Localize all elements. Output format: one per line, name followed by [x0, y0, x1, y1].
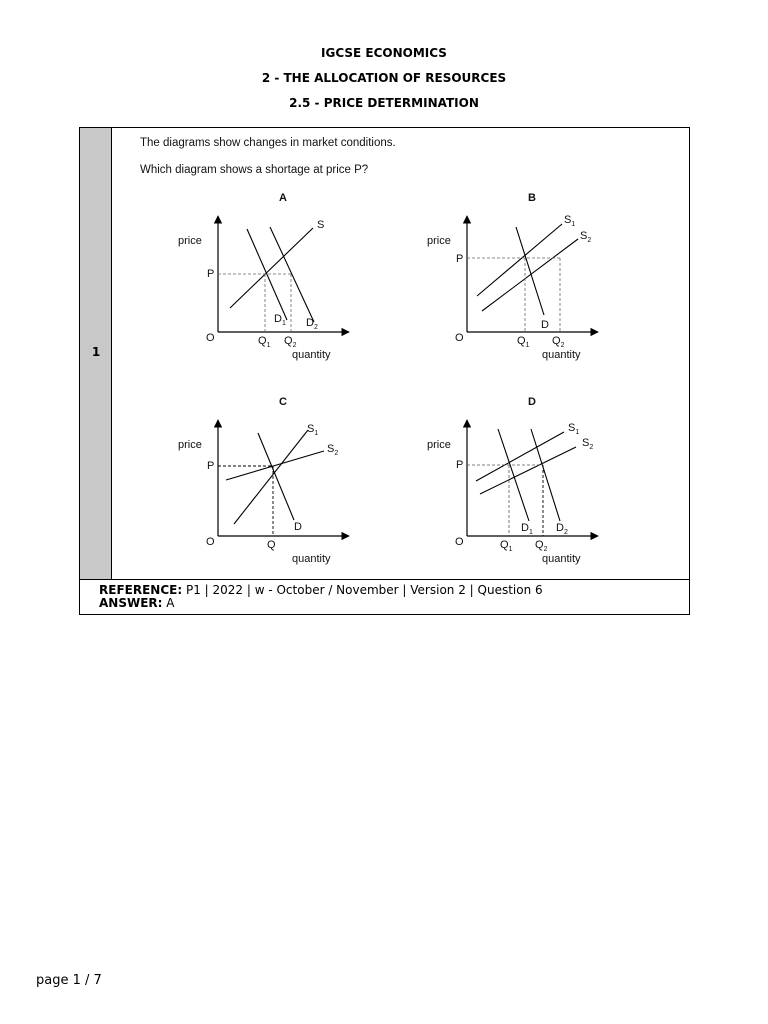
diagram-a-title: A: [279, 192, 287, 204]
diagram-b-title: B: [528, 192, 536, 204]
answer-line: [99, 597, 689, 610]
diagrams-figure: [112, 128, 689, 579]
diagram-b-p-label: P: [456, 253, 464, 265]
question-prompt: Which diagram shows a shortage at price P?: [140, 164, 369, 176]
diagram-b-q1-label: $Q_1$: [517, 335, 530, 349]
diagram-b-demand-label: D: [541, 319, 549, 331]
reference-label: REFERENCE:: [99, 583, 183, 597]
reference-row: [80, 579, 689, 615]
subject-heading: IGCSE ECONOMICS: [321, 46, 447, 60]
diagram-a-supply-curve: [230, 228, 313, 308]
diagram-a-q2-label: $Q_2$: [284, 335, 297, 349]
diagram-b-demand-curve: [516, 227, 544, 315]
diagram-c-supply-2-label: $S_2$: [327, 443, 339, 457]
diagram-a-supply-label: S: [317, 219, 325, 231]
unit-heading: 2 - THE ALLOCATION OF RESOURCES: [261, 71, 507, 85]
answer-label: ANSWER:: [99, 596, 163, 610]
page-number: page 1 / 7: [36, 973, 102, 988]
diagram-d-demand-1-label: $D_1$: [521, 522, 533, 536]
reference-line: [99, 584, 689, 597]
diagram-d-demand-1-curve: [498, 429, 529, 521]
diagram-d-title: D: [528, 396, 536, 408]
diagram-d-supply-2-label: $S_2$: [582, 437, 594, 451]
diagram-b-q2-label: $Q_2$: [552, 335, 565, 349]
diagram-c-supply-1-label: $S_1$: [307, 423, 319, 437]
diagram-d-demand-2-label: $D_2$: [556, 522, 568, 536]
diagram-a-demand-1-curve: [247, 229, 287, 320]
diagram-d-origin: O: [455, 536, 464, 548]
diagram-a-demand-2-curve: [270, 227, 314, 322]
diagram-c-p-label: P: [207, 460, 215, 472]
diagram-b-supply-2-curve: [482, 239, 578, 311]
diagram-d-supply-1-curve: [476, 432, 564, 481]
diagram-b: [427, 192, 598, 361]
question-number-cell: [80, 128, 112, 579]
diagram-d-q2-label: $Q_2$: [535, 539, 548, 553]
diagram-a: [178, 192, 349, 361]
diagram-d-quantity-label: quantity: [542, 553, 581, 565]
diagram-a-q1-label: $Q_1$: [258, 335, 271, 349]
diagram-b-origin: O: [455, 332, 464, 344]
diagram-b-quantity-label: quantity: [542, 349, 581, 361]
diagram-c-origin: O: [206, 536, 215, 548]
diagram-b-price-label: price: [427, 235, 451, 247]
reference-value: P1 | 2022 | w - October / November | Version 2 | Question 6: [185, 583, 543, 597]
answer-value: A: [166, 596, 175, 610]
question-number: 1: [91, 345, 101, 359]
diagram-a-demand-1-label: $D_1$: [274, 313, 286, 327]
diagram-c-demand-label: D: [294, 521, 302, 533]
diagram-c: [178, 396, 349, 565]
diagram-a-demand-2-label: $D_2$: [306, 317, 318, 331]
diagram-b-supply-2-label: $S_2$: [580, 230, 592, 244]
diagram-d-p-label: P: [456, 459, 464, 471]
diagram-d-price-label: price: [427, 439, 451, 451]
diagram-a-quantity-label: quantity: [292, 349, 331, 361]
diagram-c-supply-2-curve: [226, 451, 324, 480]
diagram-a-origin: O: [206, 332, 215, 344]
diagram-a-p-label: P: [207, 268, 215, 280]
diagram-b-supply-1-label: $S_1$: [564, 214, 576, 228]
question-intro: The diagrams show changes in market conditions.: [140, 137, 396, 149]
question-body: [112, 128, 689, 579]
question-table: [79, 127, 690, 615]
diagram-c-q-label: Q: [267, 539, 276, 551]
diagram-c-title: C: [279, 396, 287, 408]
diagram-a-price-label: price: [178, 235, 202, 247]
diagram-c-demand-curve: [258, 433, 294, 520]
diagram-c-price-label: price: [178, 439, 202, 451]
diagram-d-q1-label: $Q_1$: [500, 539, 513, 553]
diagram-d-supply-1-label: $S_1$: [568, 422, 580, 436]
diagram-c-supply-1-curve: [234, 430, 308, 524]
diagram-c-quantity-label: quantity: [292, 553, 331, 565]
diagram-d: [427, 396, 598, 565]
topic-heading: 2.5 - PRICE DETERMINATION: [289, 96, 479, 110]
